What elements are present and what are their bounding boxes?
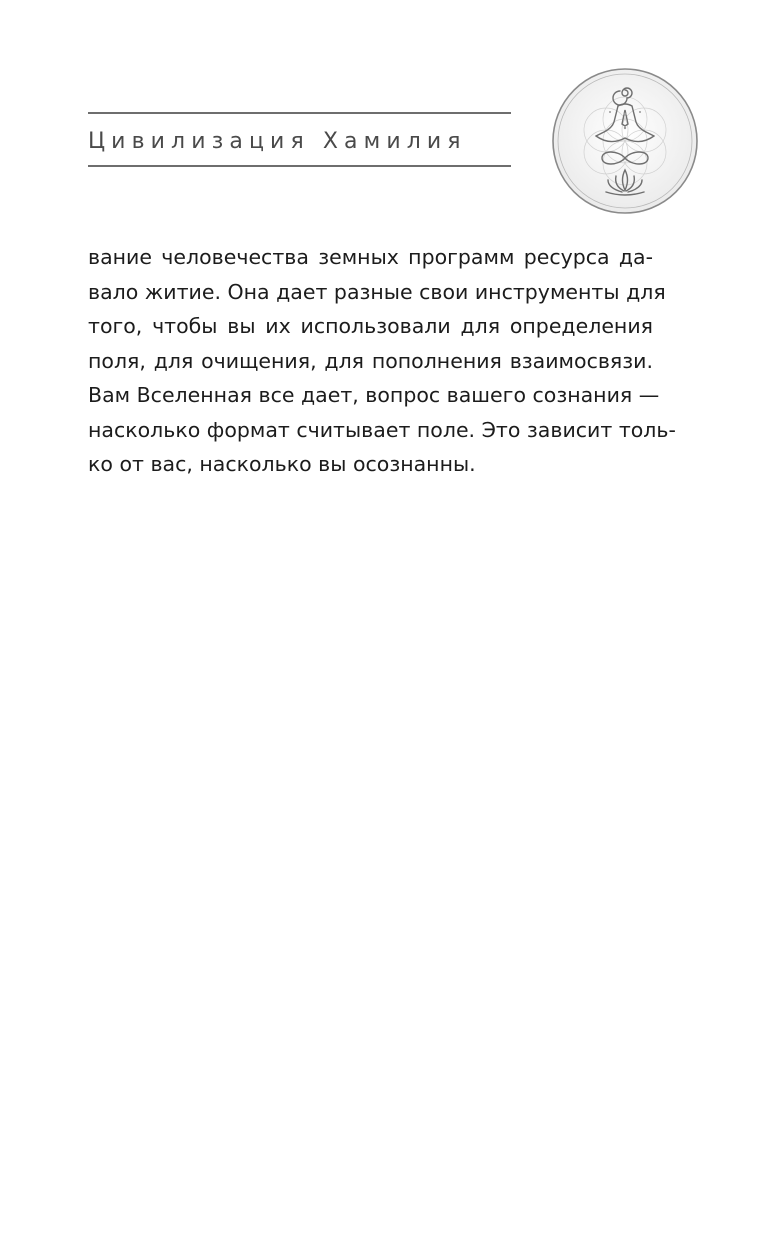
running-header [88,112,511,168]
text-line: вало житие. Она дает разные свои инструменты для [88,279,666,304]
header-rule-bottom [88,165,511,167]
book-title: Цивилизация Хамилия [88,129,467,154]
header-rule-top [88,112,511,114]
meditation-emblem-icon [550,66,700,216]
text-line: поля, для очищения, для пополнения взаимосвязи. [88,348,653,373]
text-line: вание человечества земных программ ресурса да- [88,245,653,269]
body-paragraph [88,240,676,482]
text-line: ко от вас, насколько вы осознанны. [88,452,476,476]
text-line: того, чтобы вы их использовали для определения [88,314,653,338]
text-line: насколько формат считывает поле. Это зависит толь- [88,417,676,442]
text-line: Вам Вселенная все дает, вопрос вашего сознания — [88,383,660,407]
